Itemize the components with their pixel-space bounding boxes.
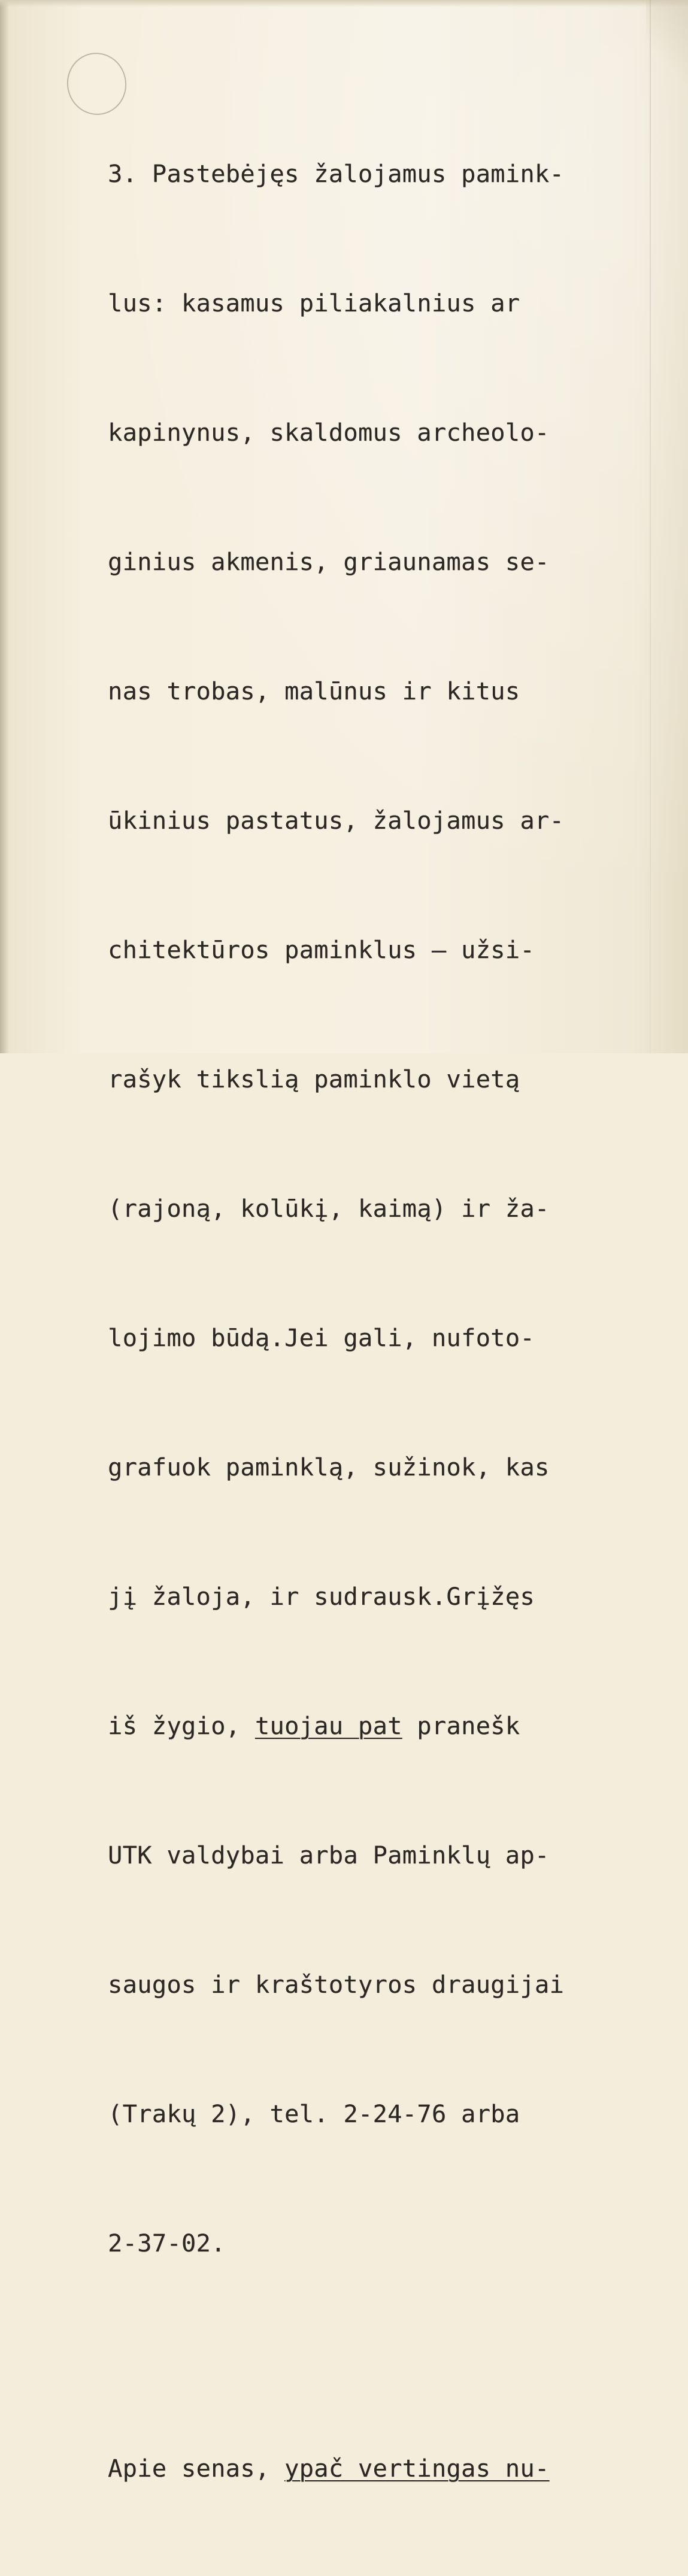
text-line: 2-37-02.: [108, 2229, 226, 2257]
underlined-text: ypač vertingas nu-: [284, 2454, 550, 2483]
paper-fold: [646, 0, 688, 84]
text-line-underlined: [108, 2447, 647, 2490]
page-top-shadow: [0, 0, 688, 7]
underlined-text: tuojau pat: [254, 1711, 402, 1740]
text-line: (Trakų 2), tel. 2-24-76 arba: [108, 2099, 520, 2128]
text-line: nas trobas, malūnus ir kitus: [108, 677, 520, 705]
text-line: ginius akmenis, griaunamas se-: [108, 547, 550, 576]
text-line: saugos ir kraštotyros draugijai: [108, 1970, 565, 1999]
paragraph-gap: [108, 2351, 647, 2360]
text-line: grafuok paminklą, sužinok, kas: [108, 1453, 550, 1481]
text-line: rašyk tikslią paminklo vietą: [108, 1065, 520, 1093]
text-line: jį žaloja, ir sudrausk.Grįžęs: [108, 1582, 535, 1611]
text-line: ūkinius pastatus, žalojamus ar-: [108, 806, 565, 835]
text-line: lus: kasamus piliakalnius ar: [108, 289, 520, 317]
page-edge-shadow: [0, 0, 8, 1053]
text-line: UTK valdybai arba Paminklų ap-: [108, 1841, 550, 1869]
typed-text-block: [108, 66, 647, 2576]
text-segment: iš žygio,: [108, 1711, 255, 1740]
text-line-underlined: [108, 1704, 647, 1747]
text-segment: Apie senas,: [108, 2454, 284, 2483]
text-line: 3. Pastebėjęs žalojamus pamink-: [108, 159, 565, 188]
text-line: kapinynus, skaldomus archeolo-: [108, 418, 550, 447]
text-line: lojimo būdą.Jei gali, nufoto-: [108, 1323, 535, 1352]
text-line: chitektūros paminklus — užsi-: [108, 935, 535, 964]
text-segment: pranešk: [402, 1711, 520, 1740]
text-line: (rajoną, kolūkį, kaimą) ir ža-: [108, 1194, 550, 1223]
paper-crease: [650, 0, 651, 1053]
